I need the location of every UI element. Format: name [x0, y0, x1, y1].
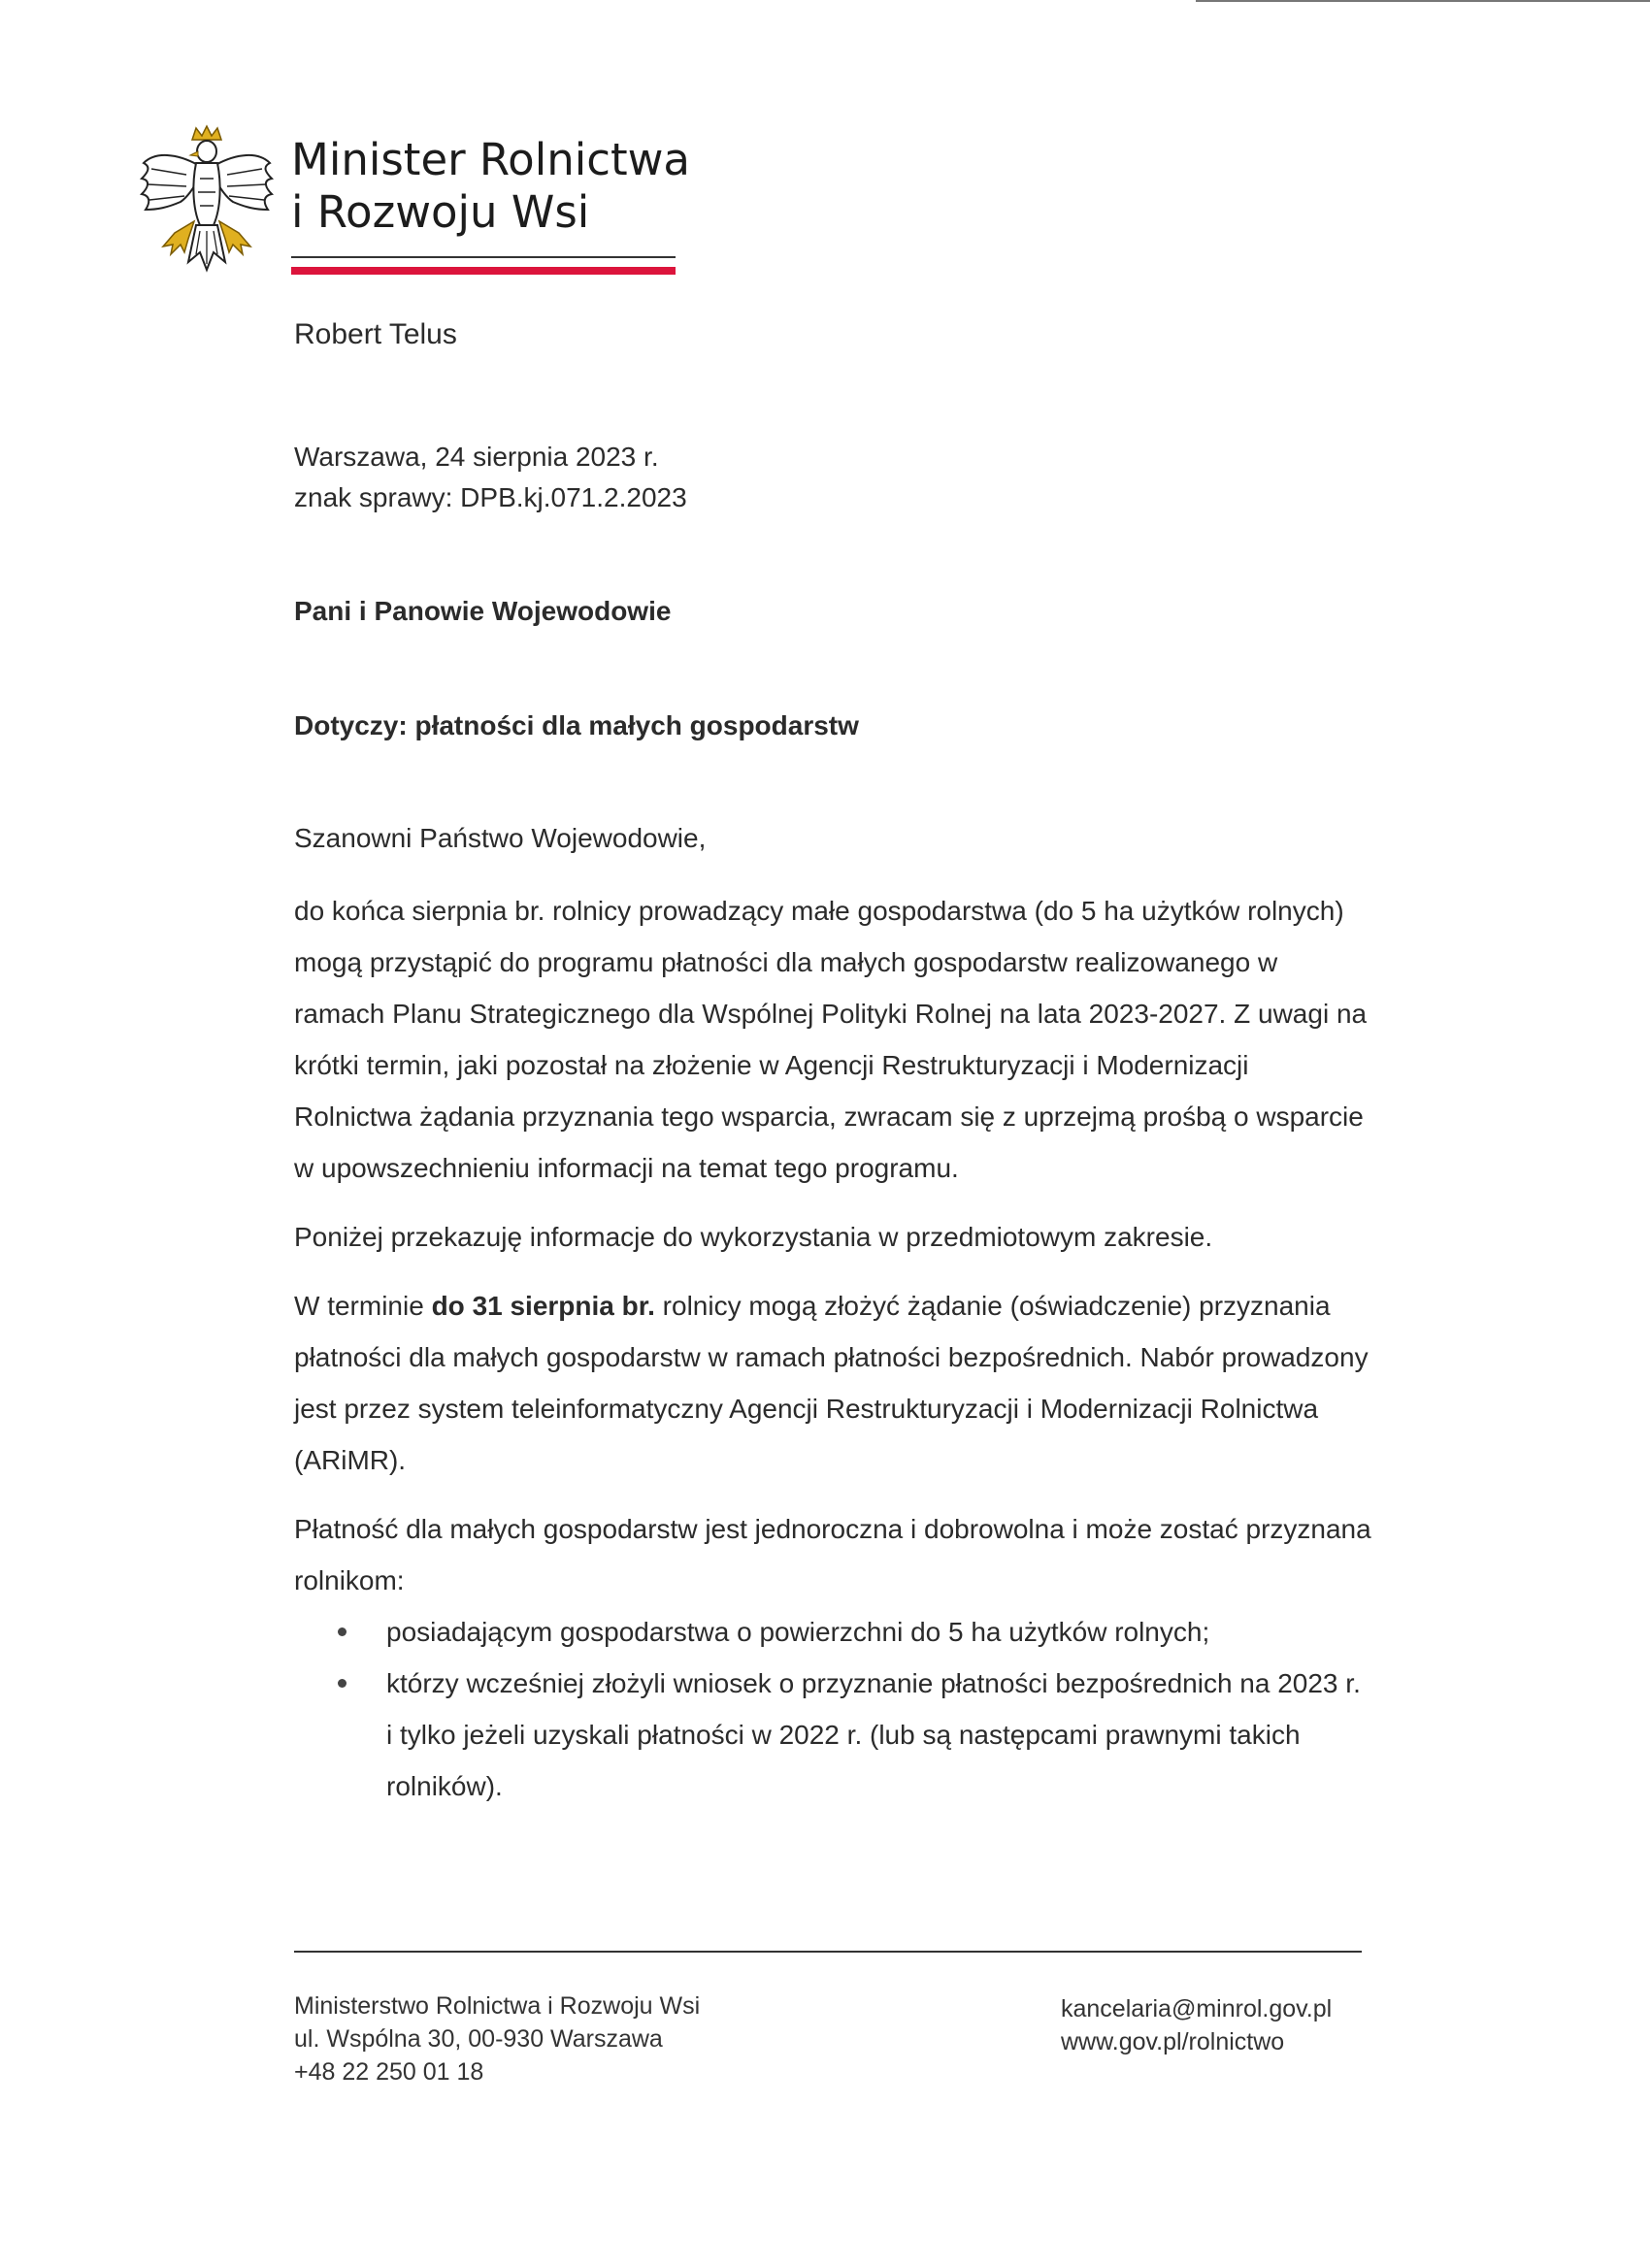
bullet-icon: [338, 1627, 346, 1636]
footer-org-name: Ministerstwo Rolnictwa i Rozwoju Wsi: [294, 1992, 701, 2020]
flag-bar: [291, 256, 676, 275]
subject-line: Dotyczy: płatności dla małych gospodarstw: [294, 710, 859, 740]
letterhead: [138, 124, 690, 279]
eagle-emblem-icon: [138, 124, 276, 276]
sender-name: Robert Telus: [294, 318, 457, 350]
eligibility-list: [294, 1606, 1371, 1812]
paragraph-3-suffix: rolnicy mogą złożyć żądanie (oświadczenie) przyznania płatności dla małych gospodarstw w ramach płatności bezpośrednich. Nabór prowadzony jest przez system teleinformatyczny Agencji Restrukturyzacji i Modernizacji Rolnictwa (ARiMR).: [294, 1291, 1369, 1475]
flag-white-stripe: [291, 256, 676, 258]
paragraph-3: [294, 1280, 1371, 1486]
deadline-emphasis: do 31 sierpnia br.: [431, 1291, 655, 1321]
letter-body: [294, 885, 1371, 1812]
footer-address: ul. Wspólna 30, 00-930 Warszawa: [294, 2025, 663, 2053]
ministry-name-line1: Minister Rolnictwa: [291, 134, 690, 185]
bullet-icon: [338, 1679, 346, 1688]
place-date: Warszawa, 24 sierpnia 2023 r.: [294, 442, 659, 472]
letter-meta: [294, 437, 687, 518]
footer-divider: [294, 1951, 1362, 1953]
list-item: [386, 1658, 1371, 1812]
list-item-text: posiadającym gospodarstwa o powierzchni do 5 ha użytków rolnych;: [386, 1617, 1210, 1647]
paragraph-3-prefix: W terminie: [294, 1291, 432, 1321]
footer-email: kancelaria@minrol.gov.pl: [1061, 1995, 1333, 2022]
case-reference: znak sprawy: DPB.kj.071.2.2023: [294, 482, 687, 512]
ministry-name: [291, 134, 690, 239]
ministry-name-line2: i Rozwoju Wsi: [291, 186, 590, 238]
paragraph-1: do końca sierpnia br. rolnicy prowadzący małe gospodarstwa (do 5 ha użytków rolnych) mogą przystąpić do programu płatności dla małych gospodarstw realizowanego w ramach Planu Strategicznego dla Wspólnej Polityki Rolnej na lata 2023-2027. Z uwagi na krótki termin, jaki pozostał na złożenie w Agencji Restrukturyzacji i Modernizacji Rolnictwa żądania przyznania tego wsparcia, zwracam się z uprzejmą prośbą o wsparcie w upowszechnieniu informacji na temat tego programu.: [294, 896, 1368, 1183]
list-item: [386, 1606, 1371, 1658]
list-item-text: którzy wcześniej złożyli wniosek o przyznanie płatności bezpośrednich na 2023 r. i tylko jeżeli uzyskali płatności w 2022 r. (lub są następcami prawnymi takich rolników).: [386, 1668, 1361, 1801]
scan-artifact-line: [1196, 0, 1650, 2]
salutation: Szanowni Państwo Wojewodowie,: [294, 823, 707, 853]
flag-red-stripe: [291, 267, 676, 275]
paragraph-2: Poniżej przekazuję informacje do wykorzystania w przedmiotowym zakresie.: [294, 1222, 1213, 1252]
footer-website: www.gov.pl/rolnictwo: [1061, 2028, 1285, 2055]
footer-address-block: [294, 1989, 700, 2088]
addressee: Pani i Panowie Wojewodowie: [294, 596, 672, 626]
paragraph-4: Płatność dla małych gospodarstw jest jednoroczna i dobrowolna i może zostać przyznana rolnikom:: [294, 1514, 1371, 1595]
footer-contact-block: [1061, 1992, 1332, 2058]
footer-phone: +48 22 250 01 18: [294, 2058, 484, 2086]
